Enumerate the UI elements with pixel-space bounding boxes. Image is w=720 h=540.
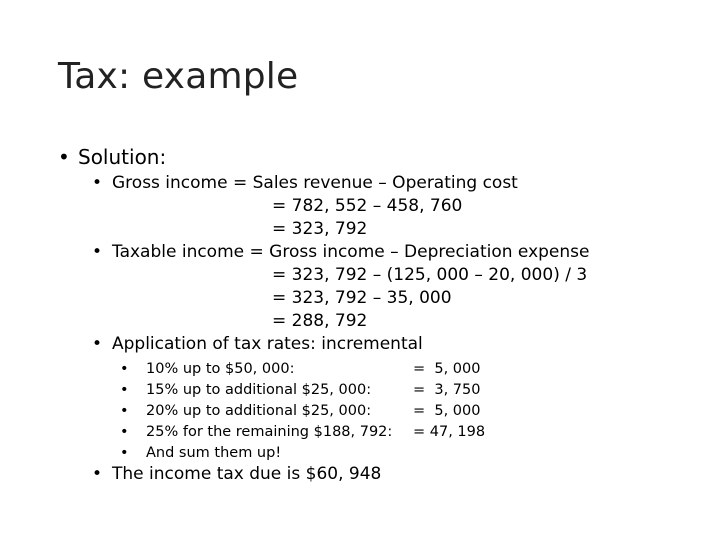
tax-rate-item: [120, 382, 371, 398]
gross-income-step: = 323, 792: [272, 219, 368, 239]
bullet-glyph: •: [120, 424, 129, 440]
bullet-glyph: •: [120, 382, 129, 398]
taxable-income-line: Taxable income = Gross income – Depreciation expense: [112, 242, 590, 262]
tax-rate-label: 10% up to $50, 000:: [146, 361, 295, 377]
gross-income-bullet: [92, 173, 518, 193]
tax-rate-value: = 5, 000: [413, 361, 481, 377]
gross-income-step: = 782, 552 – 458, 760: [272, 196, 463, 216]
taxable-income-step: = 323, 792 – (125, 000 – 20, 000) / 3: [272, 265, 588, 285]
tax-rate-label: 25% for the remaining $188, 792:: [146, 424, 393, 440]
tax-rate-label: 15% up to additional $25, 000:: [146, 382, 372, 398]
taxable-income-step: = 323, 792 – 35, 000: [272, 288, 452, 308]
tax-rate-item: [120, 361, 294, 377]
gross-income-line: Gross income = Sales revenue – Operating cost: [112, 173, 518, 193]
application-line: Application of tax rates: incremental: [112, 334, 423, 354]
bullet-glyph: •: [120, 445, 129, 461]
taxable-income-step: = 288, 792: [272, 311, 368, 331]
application-bullet: [92, 334, 423, 354]
solution-bullet: [58, 145, 166, 169]
solution-label: Solution:: [78, 145, 167, 169]
bullet-glyph: •: [92, 464, 103, 484]
tax-rate-value: = 5, 000: [413, 403, 481, 419]
tax-rate-item: [120, 445, 281, 461]
tax-rate-label: 20% up to additional $25, 000:: [146, 403, 372, 419]
bullet-glyph: •: [58, 145, 70, 169]
tax-rate-item: [120, 403, 371, 419]
tax-rate-value: = 3, 750: [413, 382, 481, 398]
tax-rate-value: = 47, 198: [413, 424, 486, 440]
bullet-glyph: •: [92, 173, 103, 193]
tax-rate-label: And sum them up!: [146, 445, 282, 461]
bullet-glyph: •: [120, 403, 129, 419]
bullet-glyph: •: [120, 361, 129, 377]
conclusion-line: The income tax due is $60, 948: [112, 464, 382, 484]
conclusion-bullet: [92, 464, 381, 484]
slide-title: Tax: example: [58, 56, 299, 97]
bullet-glyph: •: [92, 334, 103, 354]
tax-rate-item: [120, 424, 392, 440]
bullet-glyph: •: [92, 242, 103, 262]
taxable-income-bullet: [92, 242, 589, 262]
